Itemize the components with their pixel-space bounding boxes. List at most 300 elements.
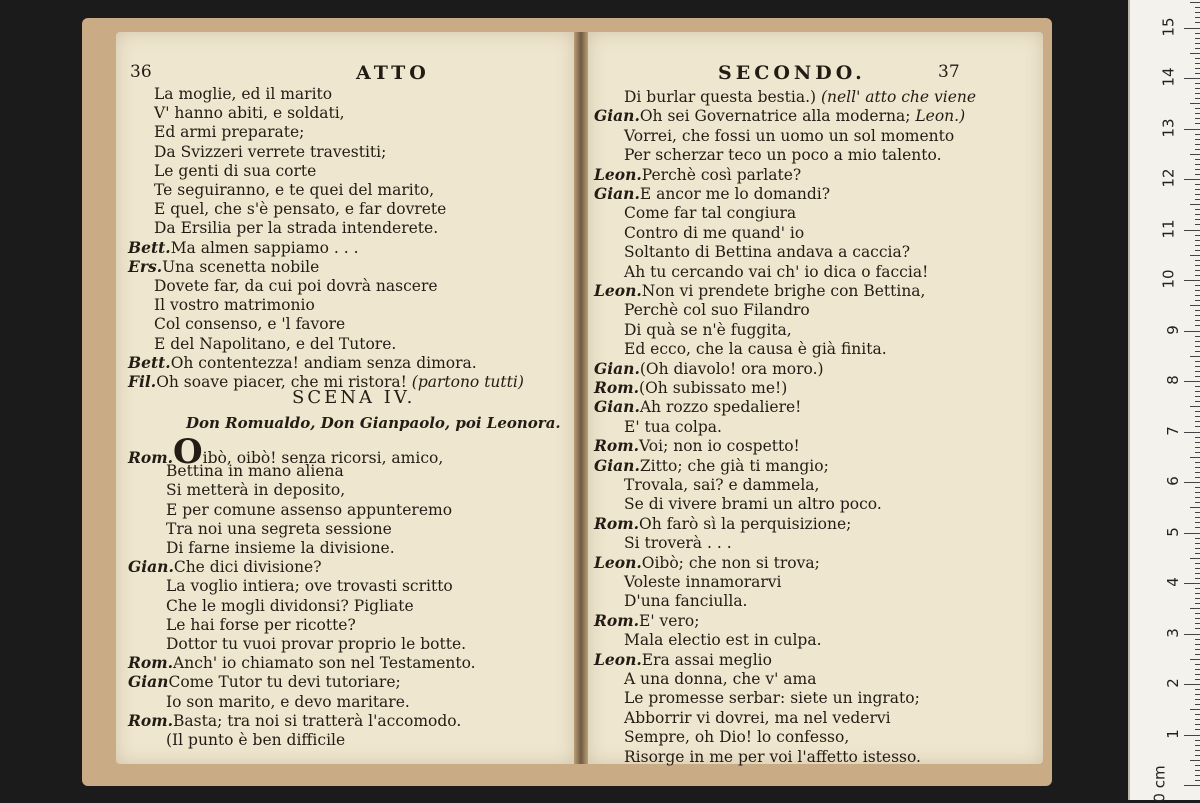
text-line xyxy=(624,242,910,262)
text-line xyxy=(594,165,801,185)
text-line xyxy=(624,320,792,340)
text-line xyxy=(166,461,344,481)
ruler-tick xyxy=(1195,497,1200,498)
speaker-label: Fil. xyxy=(128,372,157,391)
ruler-tick xyxy=(1195,260,1200,261)
ruler-tick xyxy=(1195,664,1200,665)
ruler-tick xyxy=(1195,33,1200,34)
text-line xyxy=(128,672,401,692)
line-text: (Oh diavolo! ora moro.) xyxy=(639,359,824,378)
text-line xyxy=(594,184,830,204)
line-text: Soltanto di Bettina andava a caccia? xyxy=(624,243,911,262)
ruler-tick xyxy=(1184,634,1200,635)
speaker-label: Leon. xyxy=(594,164,642,184)
line-text: Ma almen sappiamo . . . xyxy=(170,238,359,257)
ruler-label: 8 xyxy=(1164,375,1183,385)
ruler-tick xyxy=(1195,391,1200,392)
ruler-tick xyxy=(1195,411,1200,412)
ruler-tick xyxy=(1195,48,1200,49)
text-line xyxy=(624,533,732,553)
text-line xyxy=(594,281,925,301)
ruler-tick xyxy=(1195,386,1200,387)
ruler-tick xyxy=(1195,467,1200,468)
ruler-tick xyxy=(1195,295,1200,296)
ruler-tick xyxy=(1195,144,1200,145)
ruler-tick xyxy=(1195,669,1200,670)
text-line xyxy=(624,417,722,437)
text-line xyxy=(154,199,446,219)
ruler-tick xyxy=(1195,108,1200,109)
line-text: Abborrir vi dovrei, ma nel vedervi xyxy=(624,708,891,727)
ruler-tick xyxy=(1195,22,1200,23)
ruler-tick xyxy=(1195,649,1200,650)
ruler-label: 5 xyxy=(1164,526,1183,537)
line-text: Anch' io chiamato son nel Testamento. xyxy=(173,654,476,673)
ruler-tick xyxy=(1190,608,1200,609)
text-line xyxy=(594,436,800,456)
ruler-tick xyxy=(1195,548,1200,549)
ruler-tick xyxy=(1195,512,1200,513)
ruler-tick xyxy=(1195,674,1200,675)
running-head: SECONDO. xyxy=(718,62,866,84)
ruler-tick xyxy=(1195,310,1200,311)
ruler-tick xyxy=(1184,735,1200,736)
speaker-label: Gian. xyxy=(594,397,640,417)
text-line xyxy=(624,223,804,243)
ruler-tick xyxy=(1184,230,1200,231)
ruler-tick xyxy=(1195,219,1200,220)
line-text: E' tua colpa. xyxy=(624,417,722,436)
line-text: Trovala, sai? e dammela, xyxy=(624,476,820,494)
text-line xyxy=(154,84,332,104)
running-head: ATTO xyxy=(356,62,430,84)
speaker-label: Rom. xyxy=(594,378,640,397)
book xyxy=(82,18,1052,786)
speaker-label: Gian. xyxy=(594,358,640,378)
line-text: Vorrei, che fossi un uomo un sol momento xyxy=(624,126,955,145)
text-line xyxy=(166,692,410,712)
ruler-tick xyxy=(1195,123,1200,124)
text-line xyxy=(624,669,816,689)
line-text: E del Napolitano, e del Tutore. xyxy=(154,334,397,353)
ruler-tick xyxy=(1195,194,1200,195)
text-line xyxy=(128,257,319,277)
ruler-tick xyxy=(1195,209,1200,210)
text-line xyxy=(624,262,928,282)
text-line xyxy=(154,103,345,123)
speaker-label: Bett. xyxy=(128,352,171,372)
ruler-tick xyxy=(1195,462,1200,463)
text-line xyxy=(166,500,452,520)
text-line xyxy=(594,650,772,670)
ruler-tick xyxy=(1195,588,1200,589)
ruler-tick xyxy=(1195,401,1200,402)
text-line xyxy=(624,87,976,107)
line-text: Basta; tra noi si tratterà l'accomodo. xyxy=(173,711,462,730)
text-line xyxy=(594,553,820,573)
speaker-label: Gian. xyxy=(594,455,640,475)
text-line xyxy=(154,180,434,200)
line-text: Oh sei Governatrice alla moderna; xyxy=(639,107,911,126)
line-text: Voleste innamorarvi xyxy=(624,573,782,591)
line-text: Per scherzar teco un poco a mio talento. xyxy=(624,146,942,165)
speaker-label: Leon. xyxy=(594,649,642,669)
text-line xyxy=(166,576,453,596)
ruler-tick xyxy=(1195,628,1200,629)
ruler-tick xyxy=(1195,573,1200,574)
line-text: Come far tal congiura xyxy=(624,204,797,223)
ruler-tick xyxy=(1190,659,1200,660)
ruler-tick xyxy=(1195,563,1200,564)
ruler-tick xyxy=(1195,88,1200,89)
speaker-label: Leon. xyxy=(594,552,642,572)
ruler-tick xyxy=(1195,452,1200,453)
speaker-label: Rom. xyxy=(128,710,174,730)
ruler-tick xyxy=(1184,684,1200,685)
ruler-tick xyxy=(1195,765,1200,766)
line-text: Da Svizzeri verrete travestiti; xyxy=(154,142,387,161)
ruler-tick xyxy=(1195,73,1200,74)
text-line xyxy=(166,538,395,558)
ruler-tick xyxy=(1195,351,1200,352)
text-line xyxy=(166,615,356,635)
text-line xyxy=(154,276,438,296)
ruler-tick xyxy=(1195,745,1200,746)
ruler-tick xyxy=(1195,265,1200,266)
ruler-tick xyxy=(1195,719,1200,720)
ruler-tick xyxy=(1195,224,1200,225)
line-text: Risorge in me per voi l'affetto istesso. xyxy=(624,747,921,766)
ruler-label: 10 xyxy=(1159,269,1178,289)
ruler-tick xyxy=(1195,714,1200,715)
ruler-tick xyxy=(1184,583,1200,584)
ruler-tick xyxy=(1195,679,1200,680)
ruler-tick xyxy=(1195,341,1200,342)
text-line xyxy=(594,611,699,631)
ruler-tick xyxy=(1184,78,1200,79)
ruler-label: 1 xyxy=(1164,728,1183,739)
line-text: (Il punto è ben difficile xyxy=(166,731,346,749)
ruler-tick xyxy=(1195,58,1200,59)
ruler-tick xyxy=(1190,356,1200,357)
line-text: (Oh subissato me!) xyxy=(639,379,788,397)
ruler-label: 14 xyxy=(1159,67,1178,87)
ruler-label: 3 xyxy=(1164,627,1183,638)
speaker-label: Rom. xyxy=(594,436,640,456)
speaker-label: Ers. xyxy=(128,256,163,276)
ruler-tick xyxy=(1195,139,1200,140)
line-text: La moglie, ed il marito xyxy=(154,85,333,103)
ruler-tick xyxy=(1190,558,1200,559)
line-text: ibò, oibò! senza ricorsi, amico, xyxy=(202,449,444,467)
ruler-tick xyxy=(1195,522,1200,523)
ruler-label: 4 xyxy=(1164,577,1183,587)
ruler-tick xyxy=(1195,83,1200,84)
ruler-tick xyxy=(1184,432,1200,433)
ruler-tick xyxy=(1195,164,1200,165)
ruler-tick xyxy=(1195,598,1200,599)
ruler-label: 11 xyxy=(1159,218,1178,239)
ruler-tick xyxy=(1195,250,1200,251)
line-text: Perchè così parlate? xyxy=(641,165,802,184)
text-line xyxy=(166,480,345,500)
line-text: Che le mogli dividonsi? Pigliate xyxy=(166,596,414,615)
line-text: Perchè col suo Filandro xyxy=(624,301,810,320)
scene-title: SCENA IV. xyxy=(292,387,416,408)
ruler-label: 0 cm xyxy=(1150,765,1169,803)
text-line xyxy=(624,688,920,708)
ruler-tick xyxy=(1195,371,1200,372)
text-line xyxy=(166,596,414,616)
line-text: E per comune assenso appunteremo xyxy=(166,500,453,519)
text-line xyxy=(154,122,304,142)
line-text: Ed armi preparate; xyxy=(154,123,305,142)
text-line xyxy=(624,747,921,767)
ruler-label: 2 xyxy=(1164,678,1183,688)
ruler-tick xyxy=(1195,689,1200,690)
ruler-tick xyxy=(1195,593,1200,594)
ruler-tick xyxy=(1190,2,1200,3)
ruler-label: 7 xyxy=(1164,425,1183,436)
line-text: Dottor tu vuoi provar proprio le botte. xyxy=(166,635,467,653)
line-text: Sempre, oh Dio! lo confesso, xyxy=(624,728,850,747)
line-text: Ah rozzo spedaliere! xyxy=(639,398,802,417)
ruler-tick xyxy=(1195,527,1200,528)
ruler-tick xyxy=(1195,118,1200,119)
text-line xyxy=(166,730,345,750)
ruler-tick xyxy=(1190,457,1200,458)
ruler-tick xyxy=(1195,63,1200,64)
book-gutter xyxy=(574,32,588,764)
ruler-tick xyxy=(1195,426,1200,427)
text-line xyxy=(166,519,392,539)
ruler-tick xyxy=(1195,699,1200,700)
ruler-tick xyxy=(1195,361,1200,362)
ruler-tick xyxy=(1195,502,1200,503)
ruler-tick xyxy=(1195,12,1200,13)
ruler-tick xyxy=(1195,290,1200,291)
ruler-tick xyxy=(1195,639,1200,640)
text-line xyxy=(624,126,954,146)
ruler-tick xyxy=(1195,98,1200,99)
ruler-tick xyxy=(1195,149,1200,150)
measuring-ruler xyxy=(1128,0,1200,803)
text-line xyxy=(154,314,345,334)
scene-characters: Don Romualdo, Don Gianpaolo, poi Leonora. xyxy=(186,414,561,432)
ruler-tick xyxy=(1195,775,1200,776)
line-text: La voglio intiera; ove trovasti scritto xyxy=(166,577,453,596)
ruler-tick xyxy=(1195,492,1200,493)
ruler-tick xyxy=(1195,346,1200,347)
text-line xyxy=(594,514,851,534)
ruler-tick xyxy=(1190,406,1200,407)
ruler-tick xyxy=(1190,255,1200,256)
ruler-tick xyxy=(1190,507,1200,508)
text-line xyxy=(624,339,887,359)
text-line xyxy=(624,203,796,223)
ruler-tick xyxy=(1190,709,1200,710)
text-line xyxy=(128,557,322,577)
ruler-tick xyxy=(1195,315,1200,316)
ruler-tick xyxy=(1195,43,1200,44)
text-line xyxy=(154,161,316,181)
line-text: Si metterà in deposito, xyxy=(166,481,346,500)
line-text: Le hai forse per ricotte? xyxy=(166,615,356,634)
ruler-tick xyxy=(1195,724,1200,725)
left-page xyxy=(116,32,574,764)
ruler-tick xyxy=(1195,437,1200,438)
line-text: Che dici divisione? xyxy=(173,558,322,577)
ruler-tick xyxy=(1195,214,1200,215)
ruler-tick xyxy=(1195,694,1200,695)
ruler-tick xyxy=(1195,235,1200,236)
ruler-tick xyxy=(1195,134,1200,135)
ruler-label: 9 xyxy=(1164,324,1183,335)
speaker-label: Gian. xyxy=(128,557,174,577)
text-line xyxy=(128,353,477,373)
ruler-tick xyxy=(1195,603,1200,604)
ruler-tick xyxy=(1195,472,1200,473)
ruler-label: 6 xyxy=(1164,476,1183,486)
ruler-tick xyxy=(1195,553,1200,554)
text-line xyxy=(594,359,824,379)
speaker-label: Rom. xyxy=(594,610,640,630)
stage-direction: (partono tutti) xyxy=(406,373,524,391)
ruler-tick xyxy=(1195,623,1200,624)
ruler-tick xyxy=(1195,336,1200,337)
ruler-tick xyxy=(1184,28,1200,29)
stage-direction: Leon.) xyxy=(910,107,966,126)
ruler-tick xyxy=(1195,729,1200,730)
ruler-tick xyxy=(1195,17,1200,18)
ruler-tick xyxy=(1195,366,1200,367)
ruler-tick xyxy=(1195,199,1200,200)
line-text: V' hanno abiti, e soldati, xyxy=(154,104,345,123)
ruler-tick xyxy=(1195,644,1200,645)
line-text: Le promesse serbar: siete un ingrato; xyxy=(624,689,920,708)
text-line xyxy=(154,334,396,354)
drop-cap: O xyxy=(173,432,203,472)
ruler-tick xyxy=(1184,785,1200,786)
ruler-tick xyxy=(1195,245,1200,246)
text-line xyxy=(594,397,801,417)
ruler-tick xyxy=(1195,240,1200,241)
line-text: E quel, che s'è pensato, e far dovrete xyxy=(154,200,447,219)
line-text: Se di vivere brami un altro poco. xyxy=(624,495,882,514)
line-text: Bettina in mano aliena xyxy=(166,462,344,481)
ruler-tick xyxy=(1195,300,1200,301)
ruler-tick xyxy=(1195,538,1200,539)
line-text: Oh farò sì la perquisizione; xyxy=(639,514,852,533)
ruler-tick xyxy=(1195,750,1200,751)
ruler-label: 15 xyxy=(1159,16,1178,37)
ruler-tick xyxy=(1184,533,1200,534)
text-line xyxy=(624,475,819,495)
stage-direction: (nell' atto che viene xyxy=(816,88,977,106)
ruler-tick xyxy=(1195,320,1200,321)
ruler-tick xyxy=(1195,543,1200,544)
ruler-tick xyxy=(1195,270,1200,271)
line-text: Oh soave piacer, che mi ristora! xyxy=(156,373,407,391)
ruler-tick xyxy=(1195,184,1200,185)
line-text: Dovete far, da cui poi dovrà nascere xyxy=(154,277,438,295)
ruler-tick xyxy=(1195,376,1200,377)
ruler-tick xyxy=(1195,654,1200,655)
text-line xyxy=(594,378,787,398)
line-text: Una scenetta nobile xyxy=(162,257,320,276)
ruler-tick xyxy=(1195,416,1200,417)
text-line xyxy=(128,653,476,673)
ruler-tick xyxy=(1195,780,1200,781)
speaker-label: Gian. xyxy=(594,184,640,203)
line-text: Le genti di sua corte xyxy=(154,161,317,180)
ruler-tick xyxy=(1195,487,1200,488)
line-text: Tra noi una segreta sessione xyxy=(166,519,392,538)
ruler-tick xyxy=(1195,396,1200,397)
ruler-label: 12 xyxy=(1159,168,1178,188)
ruler-tick xyxy=(1195,93,1200,94)
ruler-tick xyxy=(1190,305,1200,306)
ruler-tick xyxy=(1184,482,1200,483)
line-text: E ancor me lo domandi? xyxy=(639,185,831,203)
line-text: Il vostro matrimonio xyxy=(154,296,315,315)
line-text: D'una fanciulla. xyxy=(624,592,748,611)
text-line xyxy=(624,708,891,728)
ruler-tick xyxy=(1195,517,1200,518)
line-text: Oh contentezza! andiam senza dimora. xyxy=(170,353,477,372)
ruler-tick xyxy=(1195,7,1200,8)
text-line xyxy=(624,727,849,747)
ruler-tick xyxy=(1195,174,1200,175)
speaker-label: Rom. xyxy=(128,448,174,467)
speaker-label: Leon. xyxy=(594,281,642,300)
ruler-tick xyxy=(1195,275,1200,276)
ruler-tick xyxy=(1184,331,1200,332)
ruler-tick xyxy=(1184,129,1200,130)
page-number: 37 xyxy=(938,62,960,82)
ruler-tick xyxy=(1195,189,1200,190)
ruler-tick xyxy=(1184,280,1200,281)
text-line xyxy=(128,238,359,258)
ruler-label: 13 xyxy=(1159,117,1178,138)
right-page xyxy=(588,32,1043,764)
line-text: Contro di me quand' io xyxy=(624,223,805,242)
line-text: Ah tu cercando vai ch' io dica o faccia! xyxy=(624,262,929,281)
speaker-label: Rom. xyxy=(594,513,640,533)
line-text: Si troverà . . . xyxy=(624,534,732,553)
ruler-tick xyxy=(1190,760,1200,761)
ruler-tick xyxy=(1195,477,1200,478)
line-text: Zitto; che già ti mangio; xyxy=(639,456,829,475)
line-text: Di farne insieme la divisione. xyxy=(166,539,395,557)
line-text: Di burlar questa bestia.) xyxy=(624,88,817,106)
text-line xyxy=(154,142,386,162)
ruler-tick xyxy=(1195,578,1200,579)
ruler-tick xyxy=(1195,755,1200,756)
line-text: Col consenso, e 'l favore xyxy=(154,315,346,334)
ruler-tick xyxy=(1195,159,1200,160)
ruler-tick xyxy=(1195,447,1200,448)
ruler-tick xyxy=(1184,381,1200,382)
speaker-label: Gian xyxy=(128,672,169,692)
line-text: Era assai meglio xyxy=(641,650,772,669)
ruler-tick xyxy=(1190,204,1200,205)
page-number: 36 xyxy=(130,62,152,82)
ruler-tick xyxy=(1195,113,1200,114)
ruler-tick xyxy=(1195,770,1200,771)
ruler-tick xyxy=(1195,442,1200,443)
ruler-tick xyxy=(1190,53,1200,54)
